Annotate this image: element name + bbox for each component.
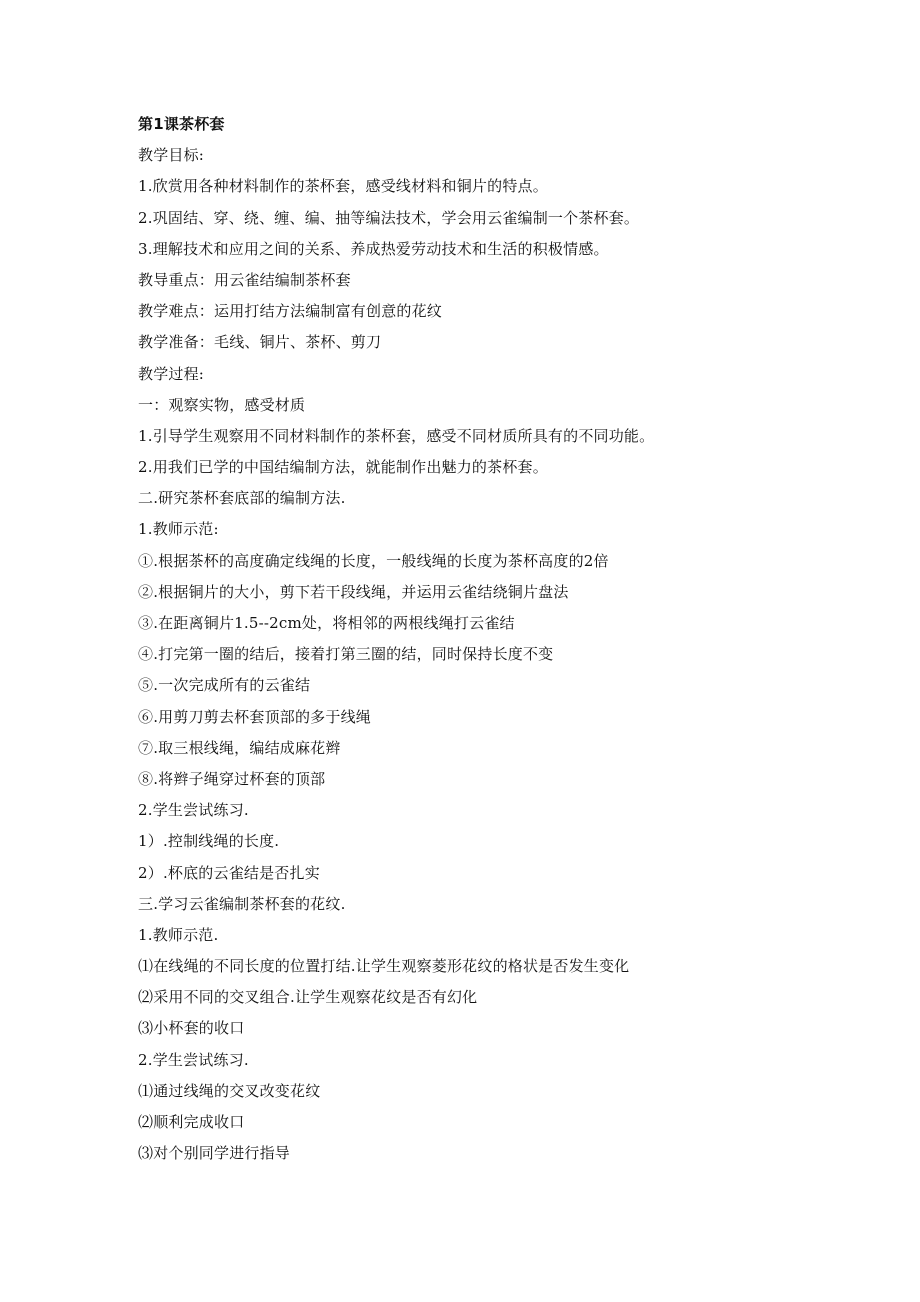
text-line: 1.教师示范: [138,520,219,539]
text-line: 1.欣赏用各种材料制作的茶杯套，感受线材料和铜片的特点。 [138,177,548,196]
text-line: ⑴通过线绳的交叉改变花纹 [138,1081,321,1100]
text-line: ⑤.一次完成所有的云雀结 [138,676,311,695]
text-line: ⑦.取三根线绳，编结成麻花辫 [138,738,341,757]
text-line: 2.用我们已学的中国结编制方法，就能制作出魅力的茶杯套。 [138,458,548,477]
text-line: ②.根据铜片的大小，剪下若干段线绳，并运用云雀结绕铜片盘法 [138,582,569,601]
text-line: 1）.控制线绳的长度. [138,832,280,851]
text-line: ⑵采用不同的交叉组合.让学生观察花纹是否有幻化 [138,988,478,1007]
text-line: ⑶小杯套的收口 [138,1019,245,1038]
text-line: 3.理解技术和应用之间的关系、养成热爱劳动技术和生活的积极情感。 [138,239,609,258]
text-line: 二.研究茶杯套底部的编制方法. [138,489,346,508]
text-line: 1.引导学生观察用不同材料制作的茶杯套，感受不同材质所具有的不同功能。 [138,426,655,445]
text-line: 教导重点：用云雀结编制茶杯套 [138,270,351,289]
text-line: ③.在距离铜片1.5--2cm处，将相邻的两根线绳打云雀结 [138,614,515,632]
text-line: 1.教师示范. [138,925,219,944]
text-line: ⑥.用剪刀剪去杯套顶部的多于线绳 [138,707,371,726]
text-line: 2.巩固结、穿、绕、缠、编、抽等编法技术，学会用云雀编制一个茶杯套。 [138,208,640,227]
text-line: 教学难点：运用打结方法编制富有创意的花纹 [138,302,443,321]
text-line: ④.打完第一圈的结后，接着打第三圈的结，同时保持长度不变 [138,645,554,664]
text-line: 三.学习云雀编制茶杯套的花纹. [138,894,346,913]
text-line: 教学过程: [138,364,205,383]
text-line: ①.根据茶杯的高度确定线绳的长度，一般线绳的长度为茶杯高度的2倍 [138,551,609,570]
text-line: 2.学生尝试练习. [138,801,249,820]
text-line: 教学目标: [138,146,205,165]
text-line: ⑧.将辫子绳穿过杯套的顶部 [138,769,326,788]
text-line: 教学准备：毛线、铜片、茶杯、剪刀 [138,333,382,352]
text-line: 2）.杯底的云雀结是否扎实 [138,863,320,882]
text-line: 一：观察实物，感受材质 [138,395,306,414]
text-line: ⑶对个别同学进行指导 [138,1144,291,1163]
text-line: ⑵顺利完成收口 [138,1113,245,1131]
text-line: 2.学生尝试练习. [138,1050,249,1069]
text-line: ⑴在线绳的不同长度的位置打结.让学生观察菱形花纹的格状是否发生变化 [138,957,630,976]
document-page [138,109,858,1169]
document-title: 第1课茶杯套 [138,115,225,133]
